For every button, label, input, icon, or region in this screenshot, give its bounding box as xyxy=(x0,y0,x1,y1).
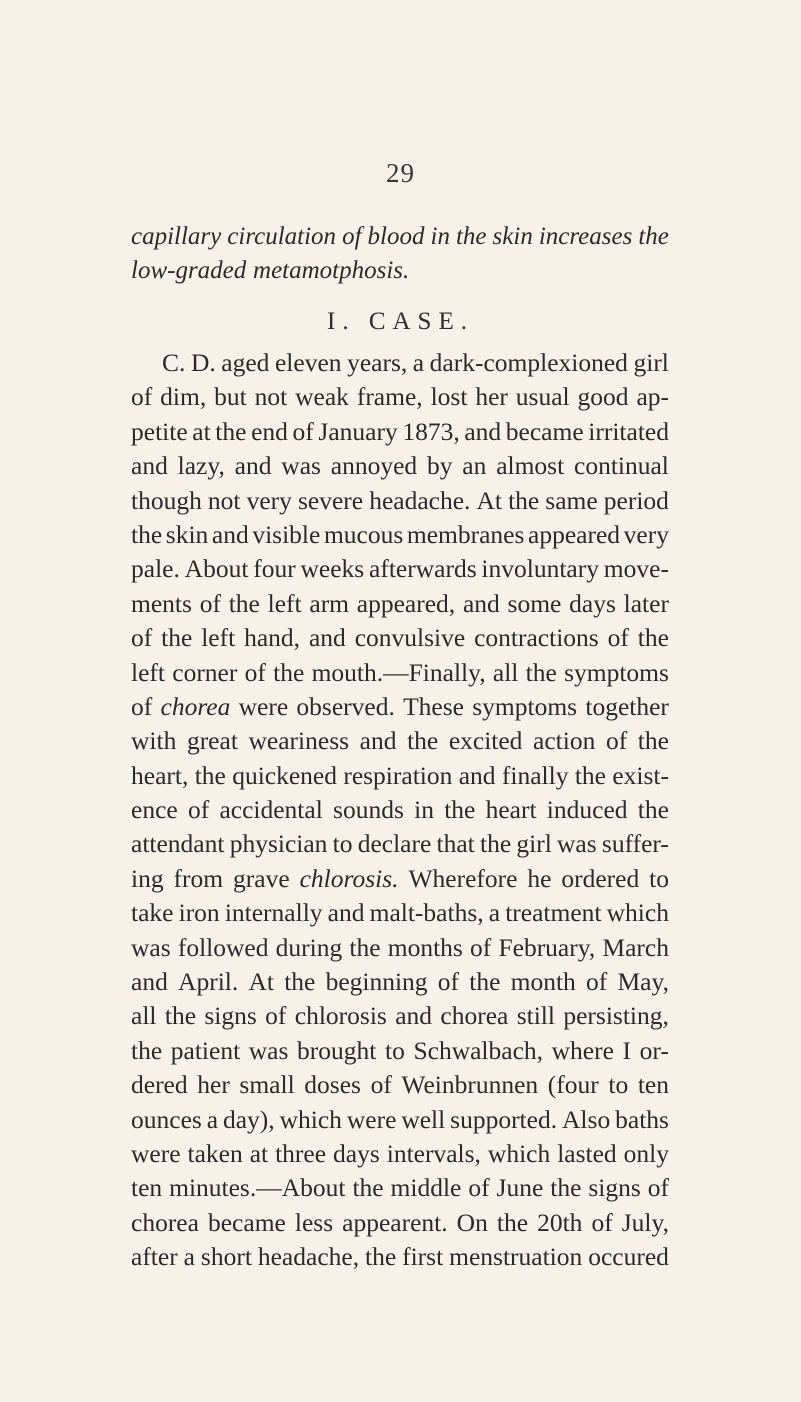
word: of xyxy=(244,657,266,687)
word: a xyxy=(412,348,425,377)
word: with xyxy=(131,726,177,756)
word: not xyxy=(254,382,288,412)
word: the xyxy=(550,1173,582,1203)
word: arm xyxy=(309,588,350,618)
word: July, xyxy=(621,1207,669,1237)
word: the xyxy=(508,485,540,515)
body-line xyxy=(131,827,669,861)
word: pale. xyxy=(131,554,180,584)
word: mucous xyxy=(323,519,404,549)
word: almost xyxy=(496,451,565,481)
word: ten xyxy=(637,1070,669,1100)
word: at xyxy=(249,1138,269,1168)
word: heart xyxy=(485,795,537,825)
word: petite xyxy=(131,416,188,446)
word: and xyxy=(395,1001,433,1031)
body-line xyxy=(131,931,669,965)
word: severe xyxy=(297,485,364,515)
word: signs xyxy=(204,1001,257,1031)
word: action xyxy=(533,726,596,756)
word: days xyxy=(569,588,616,618)
word: of xyxy=(468,1173,490,1203)
word: were xyxy=(346,1104,397,1134)
word: ounces xyxy=(131,1104,202,1134)
body-line xyxy=(131,587,669,621)
word: in xyxy=(414,795,434,825)
word: which xyxy=(487,1138,551,1168)
word: low-graded xyxy=(131,257,247,285)
word: C. xyxy=(162,348,186,377)
word: of xyxy=(586,967,608,997)
intro-line xyxy=(131,220,669,254)
word: later xyxy=(623,588,669,618)
word: eleven xyxy=(274,348,342,377)
word: all xyxy=(492,657,519,687)
word: quickened xyxy=(232,760,337,790)
word: Also xyxy=(562,1104,611,1134)
word: excited xyxy=(448,726,523,756)
word: At xyxy=(248,967,274,997)
word: occured xyxy=(588,1242,669,1272)
word: or- xyxy=(639,1035,669,1065)
word: June xyxy=(496,1173,544,1203)
word: to xyxy=(649,863,669,893)
word: mouth.—Finally, xyxy=(311,657,486,687)
word: At xyxy=(476,485,502,515)
word: corner xyxy=(172,657,238,687)
word: at xyxy=(192,416,211,446)
word: frame, xyxy=(356,382,423,412)
word: first xyxy=(402,1242,444,1272)
word: the xyxy=(525,657,557,687)
body-line xyxy=(131,1137,669,1171)
word: and xyxy=(458,760,496,790)
word: years, xyxy=(347,348,408,377)
word: Weinbrunnen xyxy=(401,1070,539,1100)
word: These xyxy=(403,691,464,721)
word: doses xyxy=(304,1070,361,1100)
word: visible xyxy=(252,519,321,549)
italic-term: chorea xyxy=(160,691,231,721)
word: and xyxy=(462,588,500,618)
word: and xyxy=(327,898,365,928)
word: malt-baths, xyxy=(369,898,484,928)
word: was xyxy=(281,451,321,481)
body-line xyxy=(131,759,669,793)
word: after xyxy=(131,1242,178,1272)
body-line xyxy=(131,724,669,758)
word: some xyxy=(507,588,562,618)
word: ing xyxy=(131,863,164,893)
word: of xyxy=(292,416,314,446)
word: April. xyxy=(178,967,239,997)
word: the xyxy=(161,623,193,653)
word: involuntary xyxy=(481,554,599,584)
body-line xyxy=(131,484,669,518)
word: day), xyxy=(222,1104,275,1134)
word: was xyxy=(131,932,171,962)
body-line xyxy=(131,449,669,483)
word: of xyxy=(187,795,210,825)
word: intervals, xyxy=(386,1138,481,1168)
word: weeks xyxy=(300,554,365,584)
word: headache, xyxy=(257,1242,360,1272)
word: signs xyxy=(588,1173,641,1203)
word: weak xyxy=(295,382,349,412)
word: metamotphosis. xyxy=(253,257,410,285)
word: four xyxy=(253,554,296,584)
word: of xyxy=(342,223,362,250)
word: ap- xyxy=(636,382,669,412)
word: and xyxy=(131,451,168,481)
word: but xyxy=(214,382,247,412)
word: brought xyxy=(297,1035,377,1065)
word: grave xyxy=(233,863,290,893)
word: minutes.—About xyxy=(169,1173,346,1203)
body-line xyxy=(131,415,669,449)
word: membranes xyxy=(406,519,525,549)
word: the xyxy=(480,829,512,859)
word: days xyxy=(333,1138,380,1168)
word: On xyxy=(456,1207,488,1237)
word: January xyxy=(318,416,398,446)
word: (four xyxy=(547,1070,599,1100)
body-line xyxy=(131,1068,669,1102)
word: lasted xyxy=(557,1138,617,1168)
word: annoyed xyxy=(330,451,418,481)
body-line xyxy=(131,1103,669,1137)
word: the xyxy=(637,623,669,653)
word: and xyxy=(131,967,168,997)
word: he xyxy=(527,863,552,893)
word: the xyxy=(228,588,260,618)
word: of xyxy=(591,1207,613,1237)
word: of xyxy=(131,691,153,721)
word: symptoms xyxy=(564,657,669,687)
word: all xyxy=(131,1001,157,1031)
word: girl xyxy=(633,348,669,377)
word: from xyxy=(173,863,224,893)
word: and xyxy=(211,519,249,549)
word: skin xyxy=(165,519,209,549)
word: symptoms xyxy=(472,691,578,721)
word: treatment xyxy=(505,898,602,928)
body-line xyxy=(131,346,669,380)
word: lazy, xyxy=(177,451,225,481)
word: were xyxy=(238,691,289,721)
body-line xyxy=(131,896,669,930)
body-line xyxy=(131,380,669,414)
word: of xyxy=(605,726,628,756)
word: left xyxy=(131,657,165,687)
word: skin xyxy=(492,223,533,250)
word: were xyxy=(131,1138,181,1168)
word: the xyxy=(131,519,163,549)
body-line xyxy=(131,552,669,586)
word: respiration xyxy=(343,760,453,790)
word: of xyxy=(131,623,153,653)
word: taken xyxy=(187,1138,243,1168)
word: the xyxy=(365,1242,397,1272)
word: increases xyxy=(538,223,633,250)
word: attendant xyxy=(131,829,225,859)
word: month xyxy=(510,967,576,997)
word: period xyxy=(603,485,669,515)
word: which xyxy=(279,1104,342,1134)
word: dim, xyxy=(160,382,207,412)
italic-term: chlorosis. xyxy=(299,863,399,893)
word: months xyxy=(387,932,463,962)
word: and xyxy=(464,416,502,446)
word: end xyxy=(251,416,288,446)
word: D. xyxy=(190,348,216,377)
word: the xyxy=(496,1207,529,1237)
word: the xyxy=(349,932,381,962)
word: though xyxy=(131,485,202,515)
word: of xyxy=(131,382,153,412)
word: sounds xyxy=(333,795,404,825)
word: patient xyxy=(170,1035,241,1065)
word: her xyxy=(475,382,508,412)
word: dered xyxy=(131,1070,188,1100)
word: girl xyxy=(516,829,552,859)
word: convulsive xyxy=(354,623,466,653)
word: usual xyxy=(515,382,570,412)
word: afterwards xyxy=(369,554,477,584)
word: supported. xyxy=(450,1104,558,1134)
word: the xyxy=(407,726,439,756)
word: was xyxy=(557,829,597,859)
word: the xyxy=(444,795,476,825)
word: Schwalbach, xyxy=(413,1035,544,1065)
word: ence xyxy=(131,795,178,825)
body-line xyxy=(131,518,669,552)
word: weariness xyxy=(248,726,350,756)
word: contractions xyxy=(474,623,599,653)
word: the xyxy=(352,1173,384,1203)
word: the xyxy=(469,967,501,997)
word: circulation xyxy=(227,223,337,250)
word: short xyxy=(200,1242,252,1272)
word: and xyxy=(359,726,397,756)
word: irritated xyxy=(588,416,669,446)
word: very xyxy=(623,519,669,549)
word: middle xyxy=(390,1173,462,1203)
word: a xyxy=(183,1242,195,1272)
word: chorea xyxy=(440,1001,509,1031)
word: a xyxy=(488,898,501,928)
word: suffer- xyxy=(601,829,669,859)
word: appearent. xyxy=(342,1207,448,1237)
word: observed. xyxy=(296,691,395,721)
word: lost xyxy=(430,382,468,412)
word: beginning xyxy=(325,967,428,997)
word: continual xyxy=(574,451,669,481)
word: still xyxy=(516,1001,555,1031)
word: menstruation xyxy=(449,1242,583,1272)
word: followed xyxy=(177,932,269,962)
word: dark-complexioned xyxy=(429,348,628,377)
word: the xyxy=(637,726,669,756)
word: great xyxy=(186,726,238,756)
word: the xyxy=(638,223,669,250)
word: ments xyxy=(131,588,192,618)
word: aged xyxy=(221,348,270,377)
body-line xyxy=(131,1171,669,1205)
body-line xyxy=(131,1206,669,1240)
word: take xyxy=(131,898,174,928)
word: capillary xyxy=(131,223,222,250)
word: appeared, xyxy=(356,588,456,618)
word: and xyxy=(308,623,346,653)
word: not xyxy=(207,485,241,515)
intro-paragraph xyxy=(131,220,669,289)
word: blood xyxy=(367,223,425,250)
body-line xyxy=(131,621,669,655)
word: accidental xyxy=(219,795,323,825)
word: was xyxy=(248,1035,289,1065)
word: February, xyxy=(498,932,596,962)
word: well xyxy=(401,1104,446,1134)
word: move- xyxy=(603,554,669,584)
word: of xyxy=(647,1173,669,1203)
word: left xyxy=(267,588,302,618)
word: the xyxy=(455,223,487,250)
word: good xyxy=(577,382,629,412)
word: physician xyxy=(229,829,328,859)
word: 20th xyxy=(537,1207,583,1237)
word: 1873, xyxy=(402,416,460,446)
word: iron xyxy=(178,898,220,928)
word: together xyxy=(585,691,669,721)
word: the xyxy=(131,1035,163,1065)
word: became xyxy=(207,1207,286,1237)
body-line xyxy=(131,1240,669,1274)
word: during xyxy=(275,932,343,962)
word: the xyxy=(164,1001,197,1031)
word: where xyxy=(551,1035,614,1065)
word: exist- xyxy=(612,760,669,790)
word: headache. xyxy=(369,485,471,515)
word: an xyxy=(462,451,487,481)
word: of xyxy=(265,1001,287,1031)
word: of xyxy=(370,1070,392,1100)
word: in xyxy=(430,223,450,250)
word xyxy=(300,862,399,896)
case-body-paragraph xyxy=(131,346,669,1275)
intro-line xyxy=(131,254,669,288)
body-line xyxy=(131,656,669,690)
word: her xyxy=(197,1070,230,1100)
word: less xyxy=(294,1207,334,1237)
case-heading: I. CASE. xyxy=(327,308,474,335)
word: of xyxy=(470,932,492,962)
body-line xyxy=(131,1034,669,1068)
word: to xyxy=(384,1035,405,1065)
word: May, xyxy=(617,967,669,997)
word: Wherefore xyxy=(408,863,518,893)
word: of xyxy=(607,623,629,653)
word: finally xyxy=(501,760,569,790)
word: baths xyxy=(615,1104,669,1134)
word: same xyxy=(545,485,598,515)
word: internally xyxy=(224,898,323,928)
word: the xyxy=(284,967,316,997)
word: chlorosis xyxy=(294,1001,387,1031)
word: the xyxy=(574,760,606,790)
word: ordered xyxy=(561,863,640,893)
word: persisting, xyxy=(563,1001,669,1031)
word: hand, xyxy=(244,623,301,653)
body-line xyxy=(131,690,669,724)
word: appeared xyxy=(528,519,621,549)
word: that xyxy=(436,829,475,859)
word: of xyxy=(437,967,460,997)
word: only xyxy=(623,1138,669,1168)
word: chorea xyxy=(131,1207,199,1237)
word: three xyxy=(275,1138,327,1168)
body-line xyxy=(131,862,669,896)
word: March xyxy=(602,932,669,962)
word: to xyxy=(608,1070,629,1100)
word: a xyxy=(206,1104,219,1134)
body-line xyxy=(131,793,669,827)
word: induced xyxy=(546,795,628,825)
page-number: 29 xyxy=(386,158,415,188)
word: of xyxy=(199,588,221,618)
word xyxy=(161,690,231,724)
word: About xyxy=(184,554,249,584)
word: ten xyxy=(131,1173,163,1203)
word: very xyxy=(246,485,292,515)
body-line xyxy=(131,999,669,1033)
word: left xyxy=(201,623,236,653)
body-line xyxy=(131,965,669,999)
word: the xyxy=(273,657,305,687)
word: and xyxy=(234,451,272,481)
word: declare xyxy=(357,829,432,859)
word: the xyxy=(215,416,247,446)
word: by xyxy=(426,451,453,481)
word: the xyxy=(637,795,669,825)
word: to xyxy=(332,829,353,859)
word: I xyxy=(622,1035,632,1065)
word: small xyxy=(239,1070,295,1100)
word: which xyxy=(606,898,669,928)
word: became xyxy=(505,416,584,446)
word: heart, xyxy=(131,760,189,790)
word: the xyxy=(194,760,226,790)
